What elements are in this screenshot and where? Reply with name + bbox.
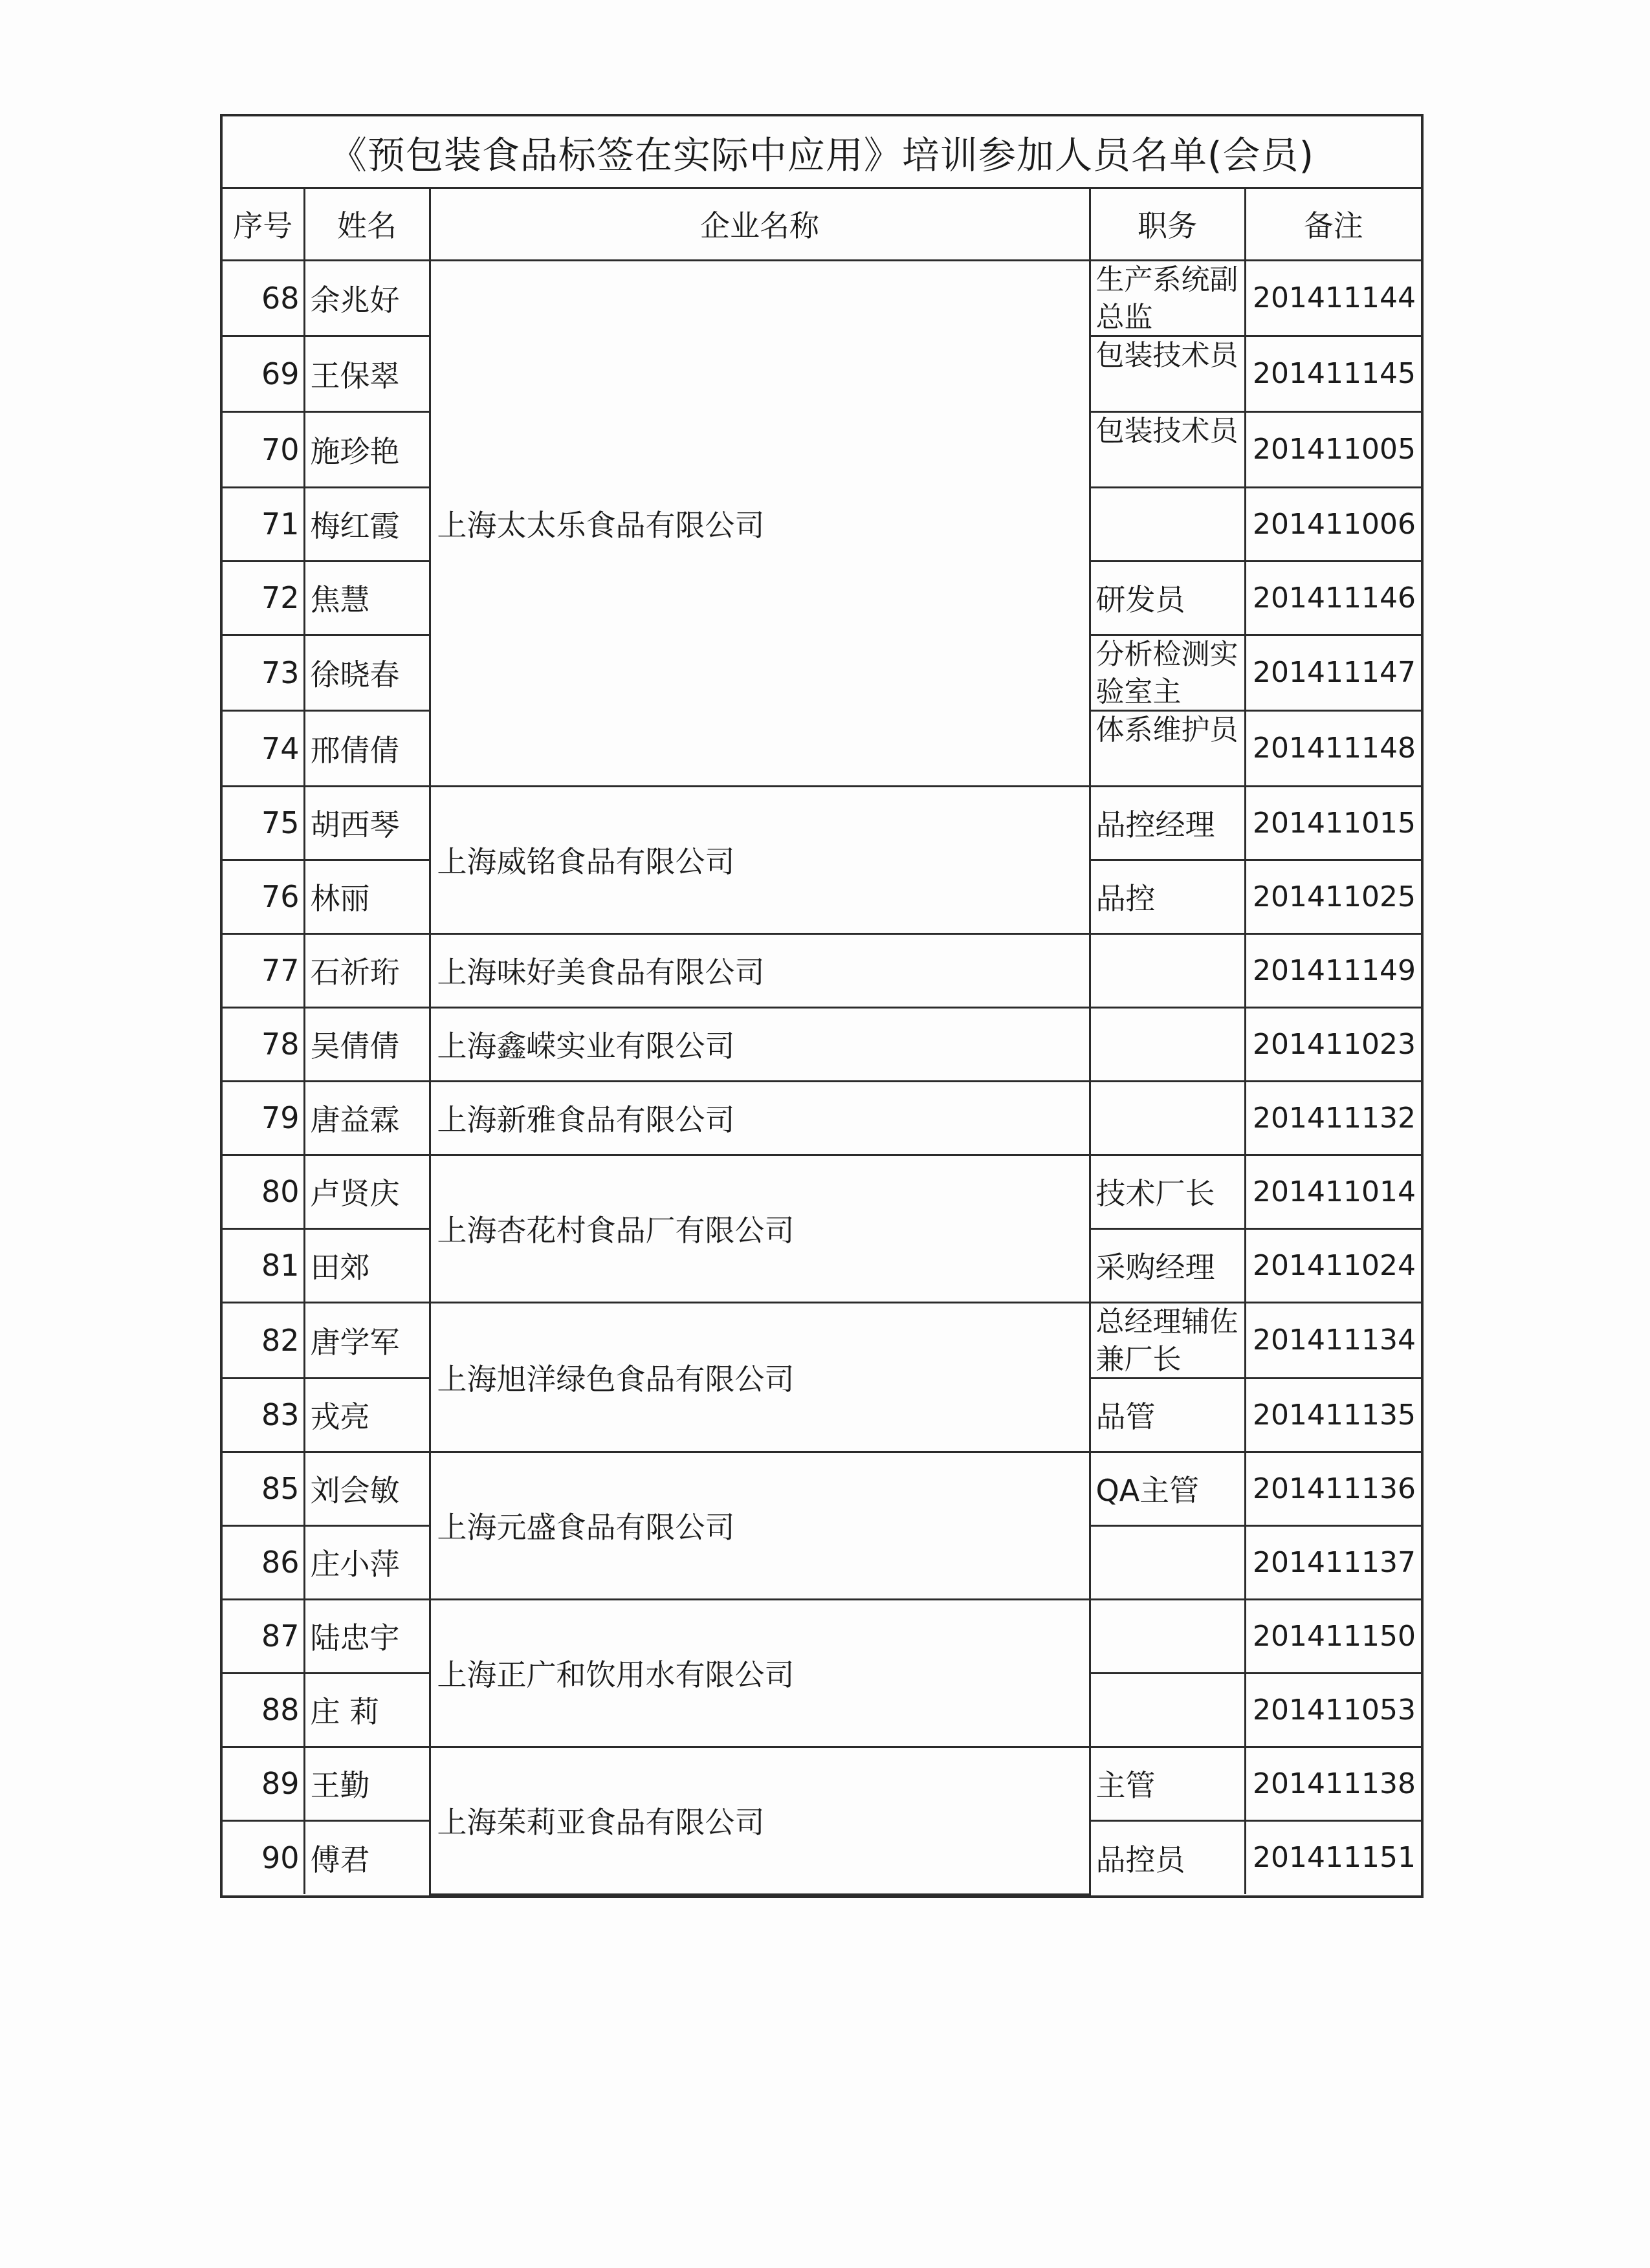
- table-row: [223, 1081, 1421, 1155]
- cell-note: 201411025: [1245, 860, 1421, 933]
- position-text: 包装技术员: [1095, 338, 1238, 372]
- cell-note: 201411132: [1245, 1081, 1421, 1155]
- cell-company: 上海味好美食品有限公司: [430, 933, 1090, 1007]
- cell-position: [1090, 1452, 1245, 1525]
- cell-seq: 70: [223, 411, 304, 487]
- cell-note: 201411053: [1245, 1673, 1421, 1747]
- cell-seq: 80: [223, 1155, 304, 1228]
- cell-position: [1090, 1302, 1245, 1378]
- cell-position: [1090, 1820, 1245, 1894]
- header-position: 职务: [1090, 189, 1245, 260]
- header-note: 备注: [1245, 189, 1421, 260]
- cell-note: 201411145: [1245, 336, 1421, 411]
- cell-seq: 85: [223, 1452, 304, 1525]
- cell-seq: 76: [223, 860, 304, 933]
- cell-seq: 90: [223, 1820, 304, 1894]
- cell-seq: 89: [223, 1747, 304, 1820]
- header-name: 姓名: [304, 189, 430, 260]
- roster-body: [223, 260, 1421, 1894]
- roster-table: [223, 189, 1421, 1895]
- cell-position: [1090, 411, 1245, 487]
- cell-note: 201411144: [1245, 260, 1421, 336]
- cell-note: 201411006: [1245, 487, 1421, 561]
- cell-note: 201411147: [1245, 635, 1421, 710]
- table-row: [223, 1599, 1421, 1673]
- cell-note: 201411137: [1245, 1525, 1421, 1599]
- cell-seq: 86: [223, 1525, 304, 1599]
- cell-position: [1090, 487, 1245, 561]
- cell-note: 201411024: [1245, 1228, 1421, 1302]
- cell-name: 唐益霖: [304, 1081, 430, 1155]
- cell-name: 胡西琴: [304, 786, 430, 860]
- cell-note: 201411151: [1245, 1820, 1421, 1894]
- cell-position: [1090, 1081, 1245, 1155]
- cell-note: 201411015: [1245, 786, 1421, 860]
- cell-position: [1090, 1007, 1245, 1081]
- table-row: [223, 1155, 1421, 1228]
- cell-name: 唐学军: [304, 1302, 430, 1378]
- cell-note: 201411135: [1245, 1378, 1421, 1452]
- cell-name: 石祈珩: [304, 933, 430, 1007]
- cell-name: 傅君: [304, 1820, 430, 1894]
- table-row: [223, 1452, 1421, 1525]
- cell-seq: 75: [223, 786, 304, 860]
- position-text: QA主管: [1095, 1473, 1200, 1508]
- cell-name: 陆忠宇: [304, 1599, 430, 1673]
- cell-position: [1090, 336, 1245, 411]
- cell-position: [1090, 1599, 1245, 1673]
- cell-name: 田郊: [304, 1228, 430, 1302]
- cell-name: 刘会敏: [304, 1452, 430, 1525]
- table-row: [223, 1747, 1421, 1820]
- cell-name: 戎亮: [304, 1378, 430, 1452]
- cell-seq: 69: [223, 336, 304, 411]
- header-seq: 序号: [223, 189, 304, 260]
- cell-seq: 79: [223, 1081, 304, 1155]
- cell-note: 201411146: [1245, 561, 1421, 635]
- cell-seq: 68: [223, 260, 304, 336]
- header-row: [223, 189, 1421, 260]
- cell-seq: 73: [223, 635, 304, 710]
- cell-seq: 71: [223, 487, 304, 561]
- cell-position: [1090, 786, 1245, 860]
- position-text: 品控: [1095, 881, 1156, 916]
- cell-name: 吴倩倩: [304, 1007, 430, 1081]
- cell-note: 201411005: [1245, 411, 1421, 487]
- cell-note: 201411134: [1245, 1302, 1421, 1378]
- cell-name: 王勤: [304, 1747, 430, 1820]
- position-text: 包装技术员: [1095, 414, 1238, 448]
- cell-name: 余兆好: [304, 260, 430, 336]
- cell-note: 201411138: [1245, 1747, 1421, 1820]
- cell-position: [1090, 1155, 1245, 1228]
- position-text: 研发员: [1095, 582, 1185, 617]
- position-text: 采购经理: [1095, 1250, 1215, 1285]
- cell-name: 徐晓春: [304, 635, 430, 710]
- cell-company: 上海旭洋绿色食品有限公司: [430, 1302, 1090, 1452]
- cell-position: [1090, 1747, 1245, 1820]
- table-row: [223, 786, 1421, 860]
- cell-position: [1090, 561, 1245, 635]
- position-text: 品控经理: [1095, 807, 1215, 842]
- position-text: 主管: [1095, 1768, 1156, 1803]
- cell-note: 201411150: [1245, 1599, 1421, 1673]
- cell-seq: 82: [223, 1302, 304, 1378]
- cell-seq: 88: [223, 1673, 304, 1747]
- cell-seq: 77: [223, 933, 304, 1007]
- cell-name: 庄 莉: [304, 1673, 430, 1747]
- cell-note: 201411014: [1245, 1155, 1421, 1228]
- cell-company: 上海杏花村食品厂有限公司: [430, 1155, 1090, 1302]
- cell-position: [1090, 860, 1245, 933]
- position-text: 品管: [1095, 1399, 1156, 1434]
- cell-name: 施珍艳: [304, 411, 430, 487]
- cell-name: 焦慧: [304, 561, 430, 635]
- position-text: 总经理辅佐兼厂长: [1095, 1305, 1238, 1376]
- cell-company: 上海正广和饮用水有限公司: [430, 1599, 1090, 1747]
- cell-seq: 81: [223, 1228, 304, 1302]
- cell-position: [1090, 1525, 1245, 1599]
- cell-note: 201411148: [1245, 710, 1421, 786]
- cell-position: [1090, 933, 1245, 1007]
- cell-name: 梅红霞: [304, 487, 430, 561]
- cell-seq: 87: [223, 1599, 304, 1673]
- roster-sheet: [220, 114, 1424, 1898]
- cell-position: [1090, 1673, 1245, 1747]
- cell-position: [1090, 1378, 1245, 1452]
- cell-position: [1090, 710, 1245, 786]
- cell-note: 201411023: [1245, 1007, 1421, 1081]
- cell-company: 上海鑫嵘实业有限公司: [430, 1007, 1090, 1081]
- cell-position: [1090, 260, 1245, 336]
- cell-position: [1090, 635, 1245, 710]
- cell-name: 卢贤庆: [304, 1155, 430, 1228]
- position-text: 品控员: [1095, 1842, 1185, 1877]
- position-text: 技术厂长: [1095, 1176, 1215, 1211]
- cell-company: 上海太太乐食品有限公司: [430, 260, 1090, 786]
- table-row: [223, 260, 1421, 336]
- cell-name: 王保翠: [304, 336, 430, 411]
- cell-name: 邢倩倩: [304, 710, 430, 786]
- cell-note: 201411149: [1245, 933, 1421, 1007]
- cell-name: 林丽: [304, 860, 430, 933]
- table-row: [223, 933, 1421, 1007]
- cell-position: [1090, 1228, 1245, 1302]
- position-text: 体系维护员: [1095, 713, 1238, 747]
- cell-name: 庄小萍: [304, 1525, 430, 1599]
- cell-seq: 72: [223, 561, 304, 635]
- cell-company: 上海元盛食品有限公司: [430, 1452, 1090, 1599]
- cell-company: 上海威铭食品有限公司: [430, 786, 1090, 933]
- position-text: 分析检测实验室主: [1095, 637, 1238, 708]
- table-row: [223, 1007, 1421, 1081]
- cell-seq: 83: [223, 1378, 304, 1452]
- cell-seq: 78: [223, 1007, 304, 1081]
- cell-company: 上海茱莉亚食品有限公司: [430, 1747, 1090, 1894]
- table-row: [223, 1302, 1421, 1378]
- position-text: 生产系统副总监: [1095, 263, 1238, 334]
- header-company: 企业名称: [430, 189, 1090, 260]
- page-title: 《预包装食品标签在实际中应用》培训参加人员名单(会员): [223, 116, 1421, 189]
- cell-note: 201411136: [1245, 1452, 1421, 1525]
- cell-company: 上海新雅食品有限公司: [430, 1081, 1090, 1155]
- cell-seq: 74: [223, 710, 304, 786]
